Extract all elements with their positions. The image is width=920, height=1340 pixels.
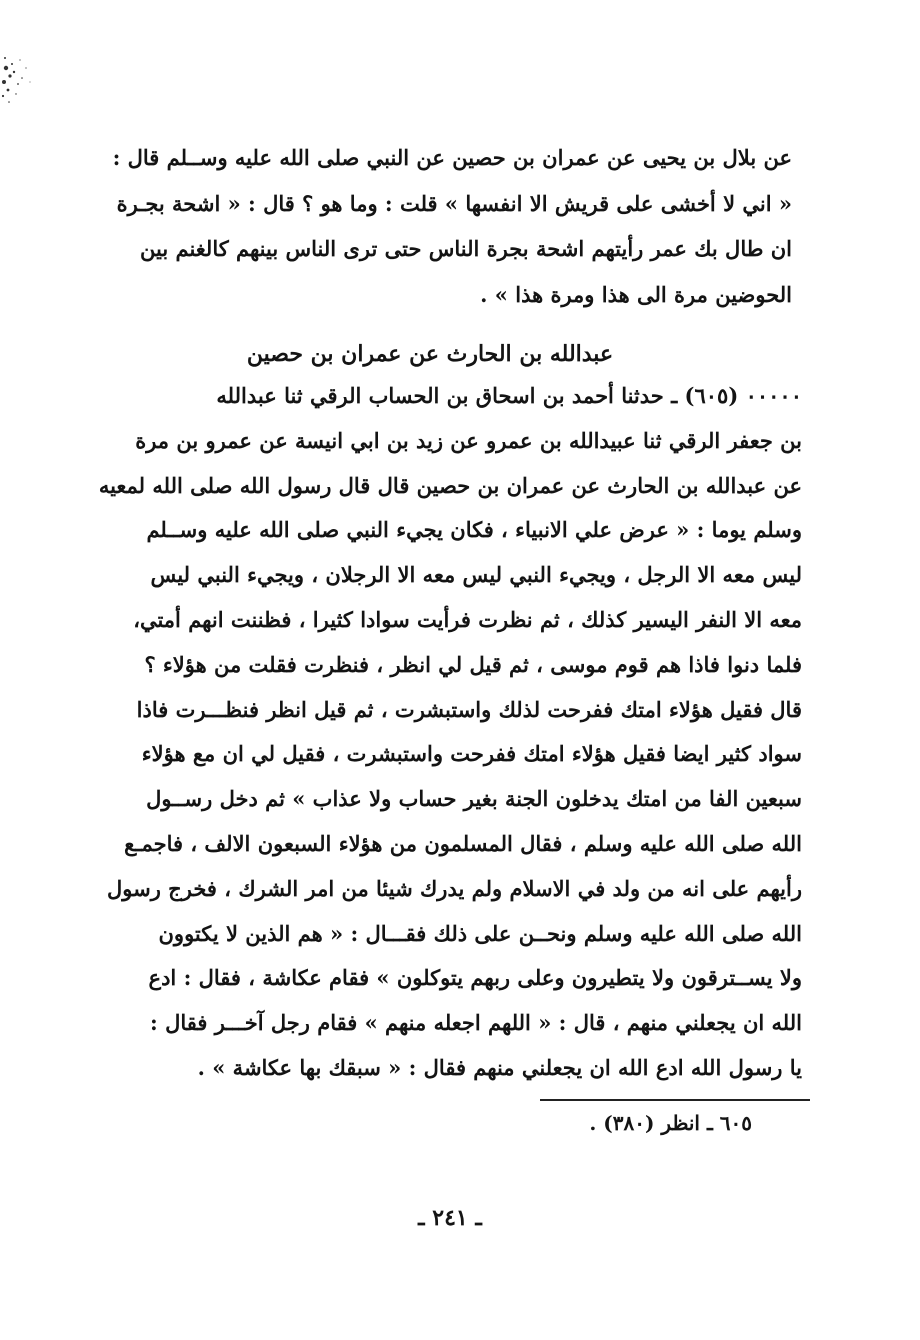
text-line: قال فقيل هؤلاء امتك ففرحت لذلك واستبشرت ، ثم قيل انظر فنظـــرت فاذا	[136, 696, 802, 722]
text-line: الله صلى الله عليه وسلم ، فقال المسلمون من هؤلاء السبعون الالف ، فاجمـع	[124, 830, 802, 856]
hadith-paragraph	[80, 374, 802, 1091]
text-line: يا رسول الله ادع الله ان يجعلني منهم فقال : « سبقك بها عكاشة » .	[197, 1054, 802, 1080]
section-heading: عبدالله بن الحارث عن عمران بن حصين	[246, 341, 614, 367]
text-line: ان طال بك عمر رأيتهم اشحة بجرة الناس حتى ترى الناس بينهم كالغنم بين	[140, 236, 792, 261]
text-line: رأيهم على انه من ولد في الاسلام ولم يدرك شيئا من امر الشرك ، فخرج رسول	[107, 875, 802, 901]
text-line: وسلم يوما : « عرض علي الانبياء ، فكان يجيء النبي صلى الله عليه وســلم	[146, 517, 802, 543]
footnote	[352, 1104, 752, 1142]
text-line: عن بلال بن يحيى عن عمران بن حصين عن النبي صلى الله عليه وســلم قال :	[112, 145, 792, 170]
text-line: فلما دنوا فاذا هم قوم موسى ، ثم قيل لي انظر ، فنظرت فقلت من هؤلاء ؟	[144, 651, 802, 677]
text-line: بن جعفر الرقي ثنا عبيدالله بن عمرو عن زيد بن ابي انيسة عن عمرو بن مرة	[135, 427, 802, 453]
intro-paragraph	[80, 135, 792, 317]
scan-speckle-mark	[0, 38, 70, 128]
text-line: « اني لا أخشى على قريش الا انفسها » قلت : وما هو ؟ قال : « اشحة بجـرة	[116, 190, 792, 216]
text-line: الحوضين مرة الى هذا ومرة هذا » .	[480, 281, 792, 307]
text-line: سواد كثير ايضا فقيل هؤلاء امتك ففرحت واستبشرت ، فقيل لي ان مع هؤلاء	[141, 741, 802, 767]
footnote-divider	[540, 1099, 810, 1101]
text-line: ليس معه الا الرجل ، ويجيء النبي ليس معه الا الرجلان ، ويجيء النبي ليس	[150, 562, 802, 588]
text-line: الله ان يجعلني منهم ، قال : « اللهم اجعله منهم » فقام رجل آخـــر فقال :	[150, 1010, 802, 1036]
text-line: سبعين الفا من امتك يدخلون الجنة بغير حساب ولا عذاب » ثم دخل رســول	[146, 786, 802, 812]
text-line: الله صلى الله عليه وسلم ونحــن على ذلك فقـــال : « هم الذين لا يكتوون	[158, 920, 802, 946]
text-line: ٠٠٠٠٠ (٦٠٥) ـ حدثنا أحمد بن اسحاق بن الحساب الرقي ثنا عبدالله	[216, 383, 802, 408]
text-line: معه الا النفر اليسير كذلك ، ثم نظرت فرأيت سوادا كثيرا ، فظننت انهم أمتي،	[133, 606, 802, 632]
footnote-line: ٦٠٥ ـ انظر (٣٨٠) .	[589, 1111, 752, 1135]
page-number: ـ ٢٤١ ـ	[418, 1205, 482, 1231]
text-line: عن عبدالله بن الحارث عن عمران بن حصين قال قال رسول الله صلى الله لمعيه	[98, 472, 802, 498]
text-line: ولا يســترقون ولا يتطيرون وعلى ربهم يتوكلون » فقام عكاشة ، فقال : ادع	[148, 965, 802, 991]
